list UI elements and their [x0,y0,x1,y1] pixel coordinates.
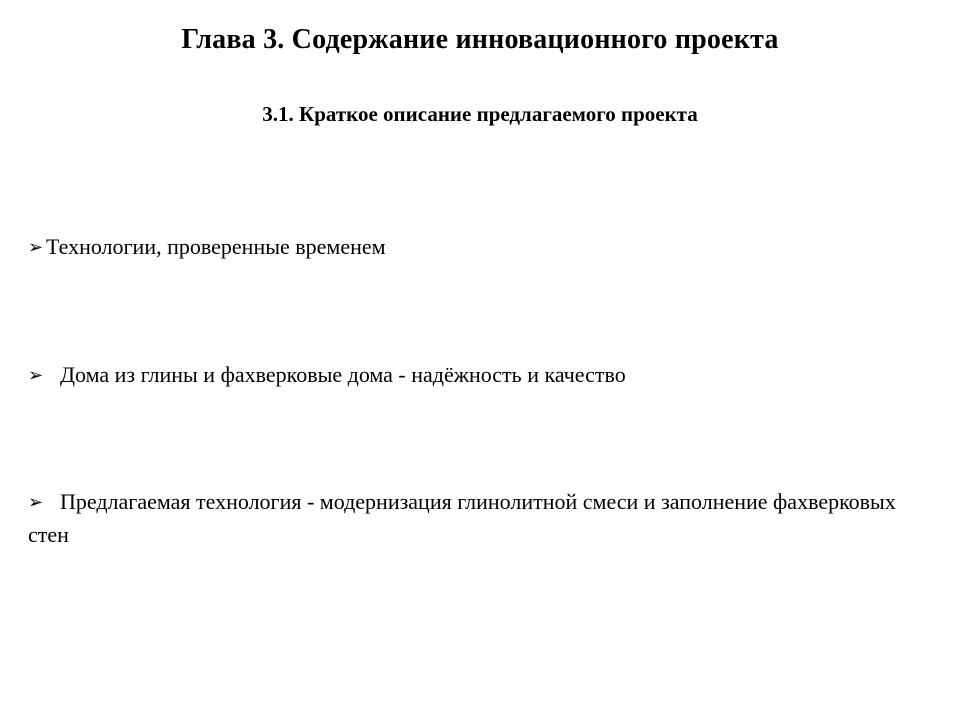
bullet-text: Предлагаемая технология - модернизация глинолитной смеси и заполнение фахверковых стен [28,489,896,547]
bullet-text: Дома из глины и фахверковые дома - надёжность и качество [60,362,626,387]
arrow-bullet-icon: ➢ [28,365,44,386]
bullet-text: Технологии, проверенные временем [46,234,386,259]
bullet-item [28,486,938,551]
bullet-item [28,359,938,392]
arrow-bullet-icon: ➢ [28,237,44,258]
slide-title: Глава 3. Содержание инновационного проекта [181,24,779,55]
slide-subtitle: 3.1. Краткое описание предлагаемого проекта [262,102,698,126]
arrow-bullet-icon: ➢ [28,492,44,513]
bullet-item [28,231,938,264]
